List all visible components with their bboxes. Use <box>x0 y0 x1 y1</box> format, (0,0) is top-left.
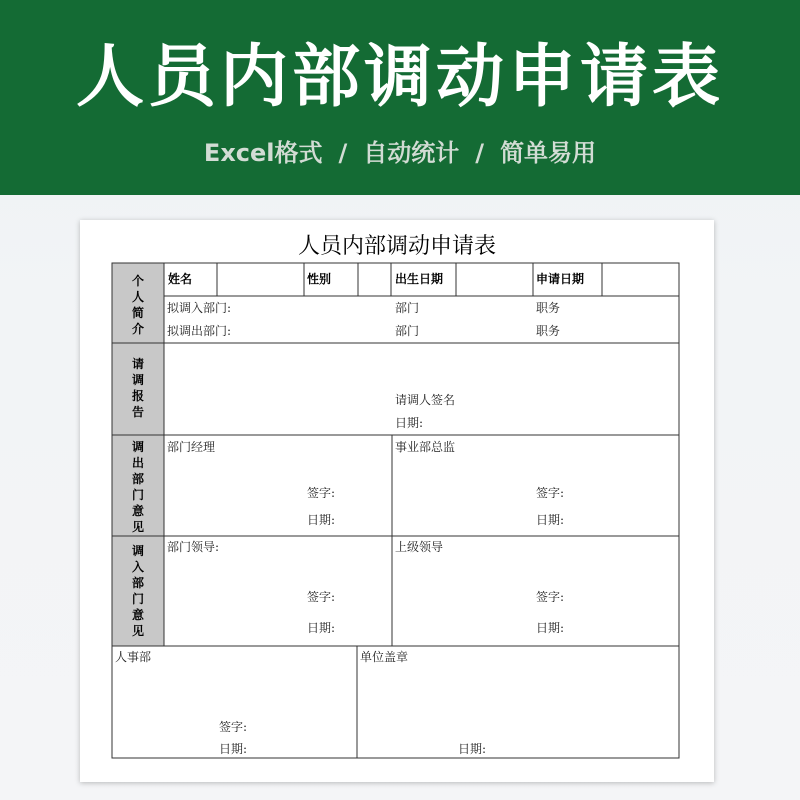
out-right-sign-label: 签字: <box>536 486 565 500</box>
in-right-sign-label: 签字: <box>536 590 565 604</box>
superior-leader-label: 上级领导 <box>395 540 444 554</box>
out-left-sign-label: 签字: <box>307 486 336 500</box>
gender-label: 性别 <box>307 272 332 286</box>
apply-date-label: 申请日期 <box>536 272 585 286</box>
section-label-personal: 个人简介 <box>131 274 144 336</box>
subtitle-auto-stats: 自动统计 <box>363 139 460 167</box>
subtitle-separator: / <box>338 139 348 167</box>
subtitle-separator: / <box>475 139 485 167</box>
dept-label-out: 部门 <box>395 324 420 338</box>
hr-date-label: 日期: <box>219 742 248 756</box>
from-dept-label: 拟调出部门: <box>167 324 232 338</box>
dept-leader-label: 部门领导: <box>167 540 220 554</box>
company-seal-label: 单位盖章 <box>360 650 409 664</box>
birth-date-label: 出生日期 <box>395 272 444 286</box>
section-label-out-dept: 调出部门意见 <box>131 440 144 534</box>
hr-sign-label: 签字: <box>219 720 248 734</box>
division-director-label: 事业部总监 <box>395 440 456 454</box>
form-title: 人员内部调动申请表 <box>297 234 496 259</box>
in-right-date-label: 日期: <box>536 621 565 635</box>
dept-manager-label: 部门经理 <box>167 440 216 454</box>
subtitle-format: Excel格式 <box>203 139 323 167</box>
dept-label-in: 部门 <box>395 301 420 315</box>
hr-dept-label: 人事部 <box>115 650 152 664</box>
seal-date-label: 日期: <box>458 742 487 756</box>
header-banner <box>0 0 800 195</box>
applicant-sign-label: 请调人签名 <box>395 393 456 407</box>
subtitle-easy-use: 简单易用 <box>500 139 597 167</box>
name-label: 姓名 <box>168 272 193 286</box>
banner-subtitle <box>0 136 800 170</box>
out-left-date-label: 日期: <box>307 513 336 527</box>
section-label-in-dept: 调入部门意见 <box>131 544 144 638</box>
position-label-out: 职务 <box>536 324 561 338</box>
section-label-report: 请调报告 <box>131 357 144 419</box>
in-left-date-label: 日期: <box>307 621 336 635</box>
out-right-date-label: 日期: <box>536 513 565 527</box>
in-left-sign-label: 签字: <box>307 590 336 604</box>
report-date-label: 日期: <box>395 416 424 430</box>
form-sheet <box>80 220 714 782</box>
position-label-in: 职务 <box>536 301 561 315</box>
to-dept-label: 拟调入部门: <box>167 301 232 315</box>
banner-title: 人员内部调动申请表 <box>75 38 724 117</box>
